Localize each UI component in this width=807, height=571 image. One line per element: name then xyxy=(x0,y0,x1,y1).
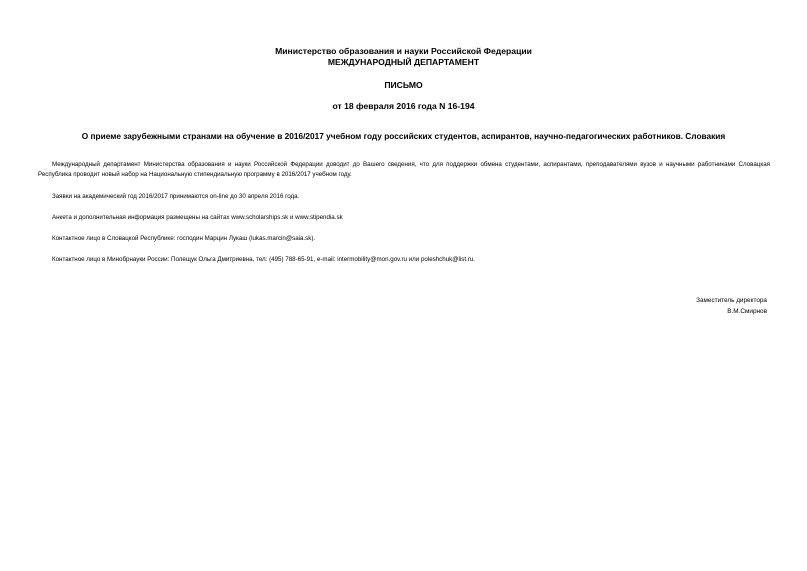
department-name: МЕЖДУНАРОДНЫЙ ДЕПАРТАМЕНТ xyxy=(327,57,480,67)
signature-position: Заместитель директора xyxy=(696,297,767,304)
document-type: ПИСЬМО xyxy=(384,80,423,90)
body-paragraph: Международный департамент Министерства образования и науки Российской Федерации доводит до Вашего сведения, что для поддержки обмена студентами, аспирантами, преподавателями вузов и научными работниками Словацкая Республика проводит новый набор на Национальную стипендиальную программу в 2016/2017 учебном году. xyxy=(38,161,770,178)
body-paragraph: Анкета и дополнительная информация размещены на сайтах www.scholarships.sk и www.stipendia.sk xyxy=(52,214,343,221)
body-paragraph: Контактное лицо в Минобрнауки России: Полещук Ольга Дмитриевна, тел: (495) 788-65-91, e-mail: intermobility@mon.gov.ru или poleshchuk@list.ru. xyxy=(52,256,476,263)
document-subject: О приеме зарубежными странами на обучение в 2016/2017 учебном году российских студентов, аспирантов, научно-педагогических работников. Словакия xyxy=(81,131,726,141)
ministry-name: Министерство образования и науки Российской Федерации xyxy=(275,46,532,56)
body-paragraph: Контактное лицо в Словацкой Республике: господин Марцин Лукаш (lukas.marcin@saia.sk). xyxy=(52,235,316,242)
signature-name: В.М.Смирнов xyxy=(727,308,767,315)
body-paragraph: Заявки на академический год 2016/2017 принимаются on-line до 30 апреля 2016 года. xyxy=(52,193,300,200)
document-date-number: от 18 февраля 2016 года N 16-194 xyxy=(332,101,475,111)
